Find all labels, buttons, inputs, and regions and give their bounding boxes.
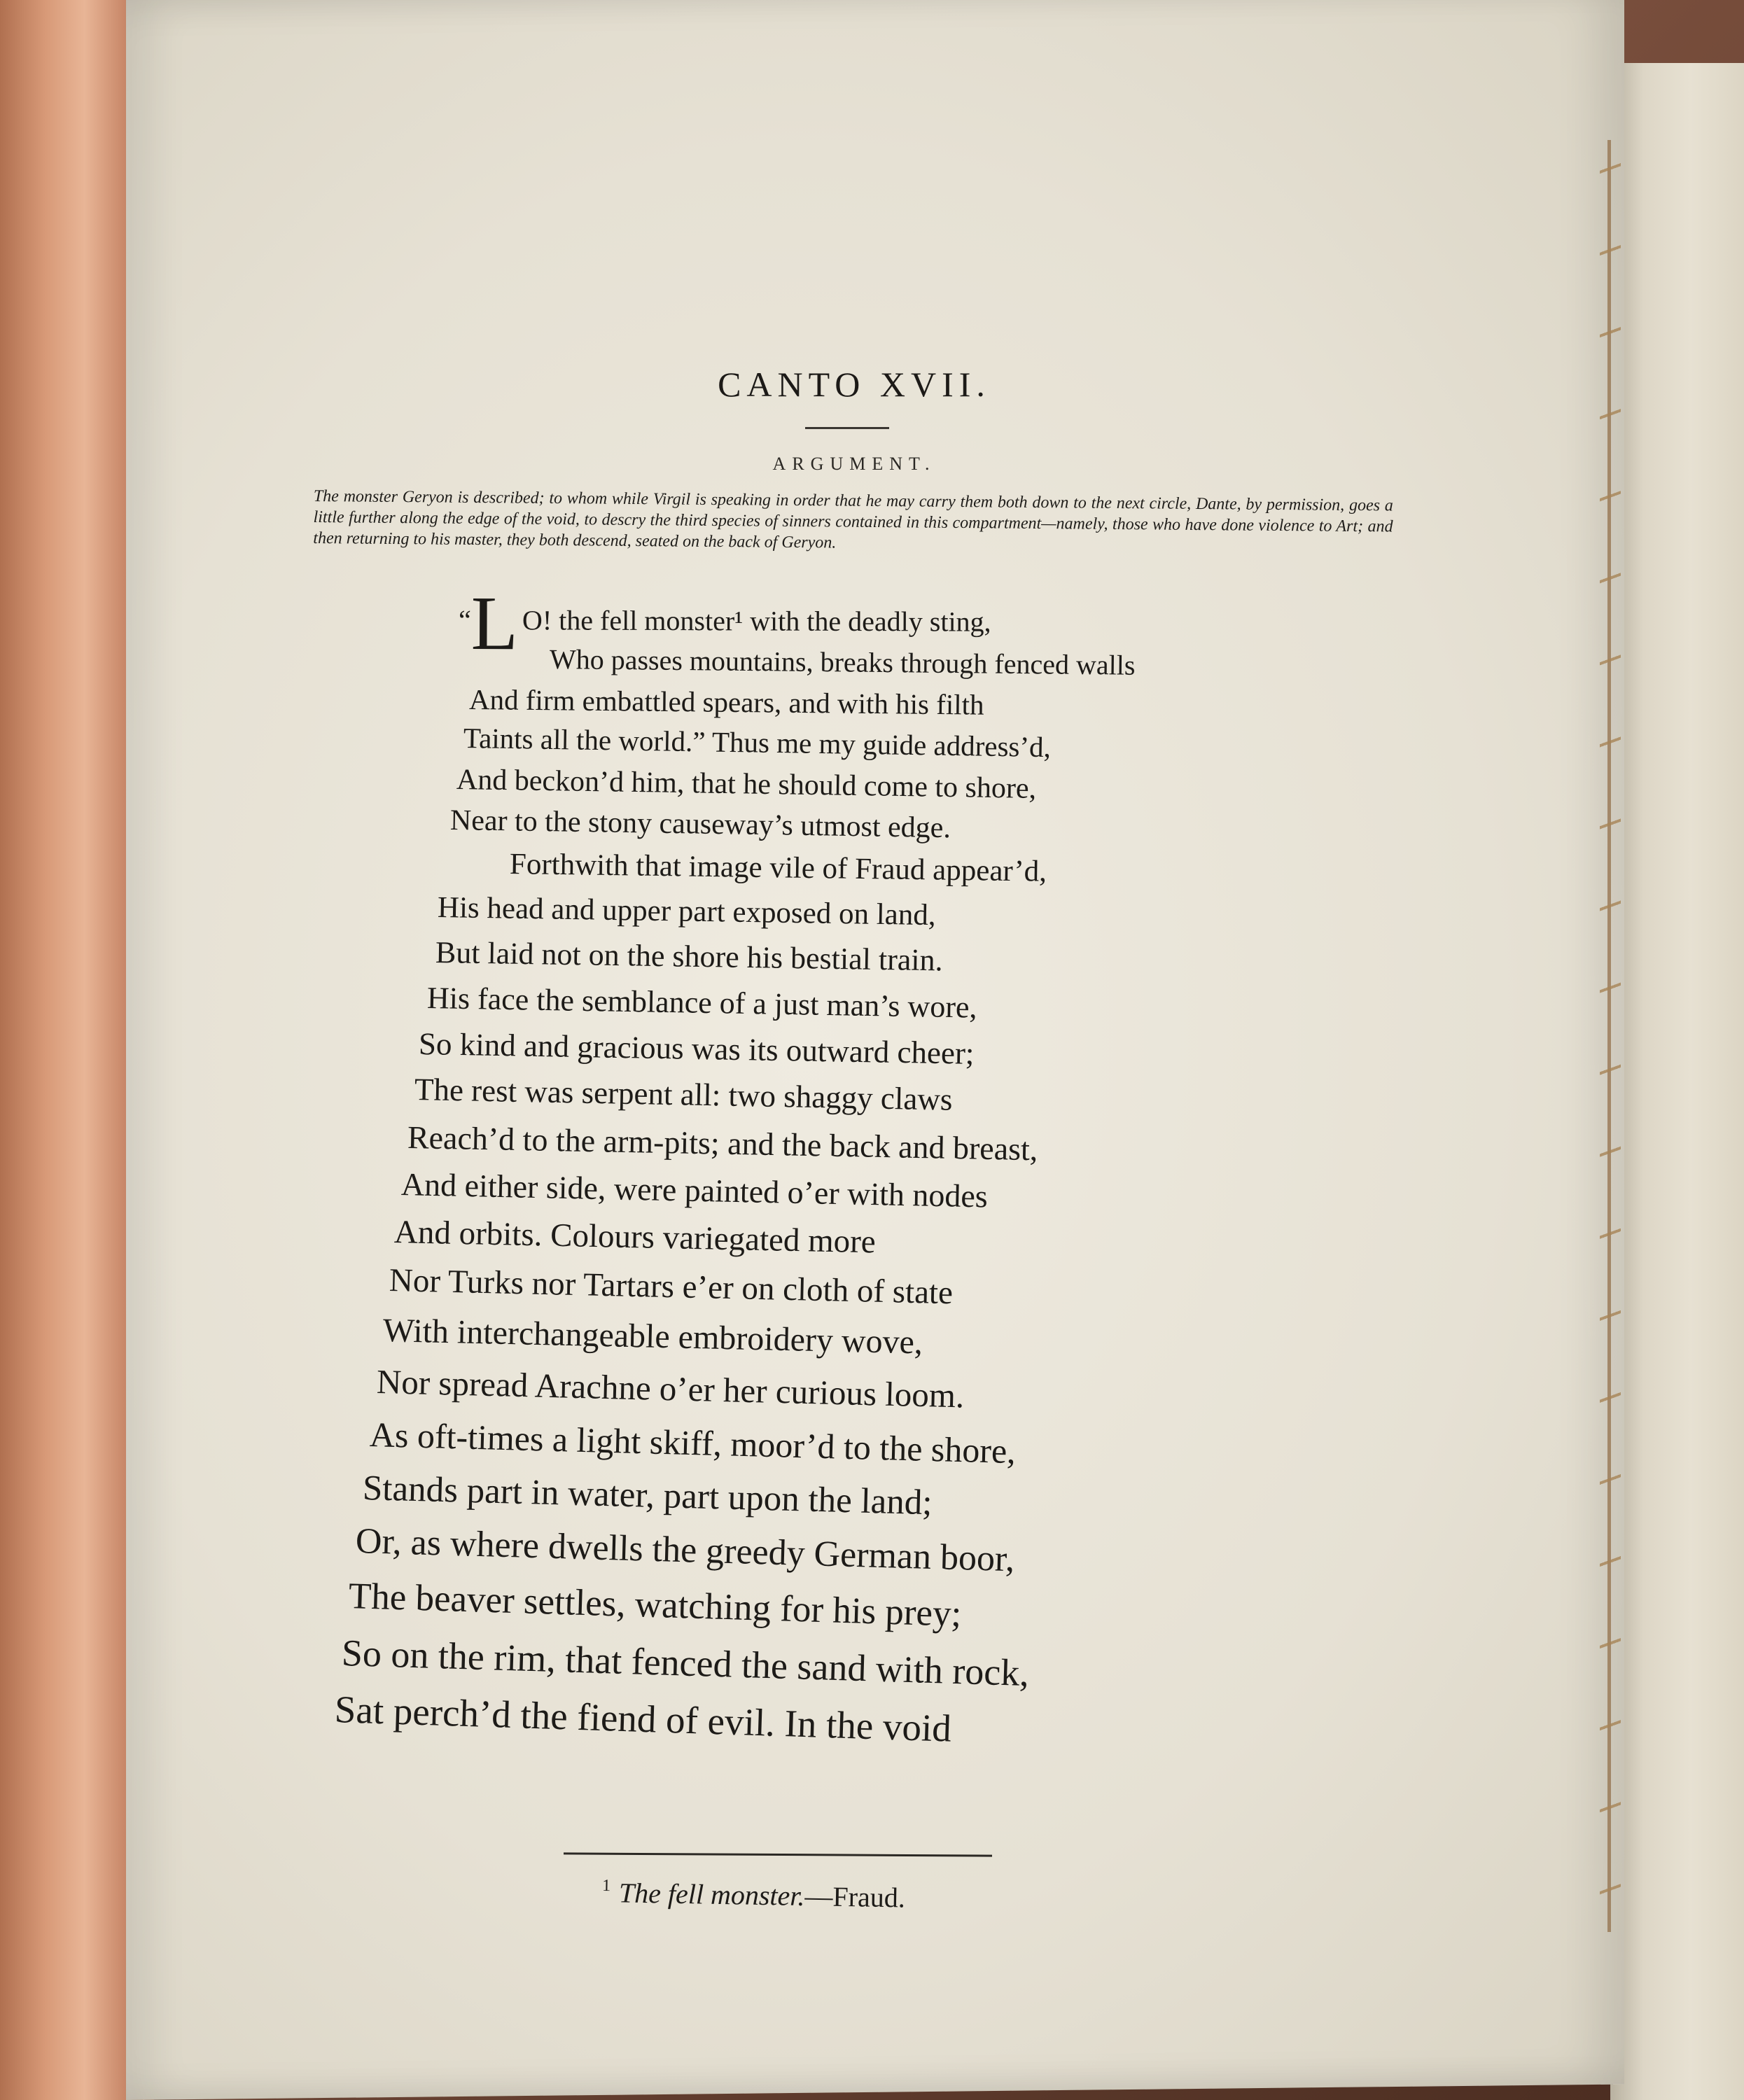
verse-line: The rest was serpent all: two shaggy claws [414,1072,953,1117]
verse-line: Or, as where dwells the greedy German boor, [355,1521,1016,1580]
verse-line: His face the semblance of a just man’s wore, [426,981,977,1025]
verse-line: And either side, were painted o’er with nodes [400,1166,989,1214]
verse-line: As oft-times a light skiff, moor’d to the shore, [369,1415,1017,1471]
verse-line: Reach’d to the arm-pits; and the back and breast, [407,1119,1038,1168]
verse-line: So kind and gracious was its outward cheer; [418,1026,975,1071]
verse-line: The beaver settles, watching for his prey; [348,1576,963,1634]
verse-line-text: O! the fell monster¹ with the deadly sting, [522,604,991,638]
verse-line: Sat perch’d the fiend of evil. In the void [334,1688,952,1750]
verse-line: With interchangeable embroidery wove, [382,1312,923,1362]
verse-line: Near to the stony causeway’s utmost edge. [449,804,951,845]
verse-line: Taints all the world.” Thus me my guide address’d, [463,722,1052,764]
verse-line: But laid not on the shore his bestial train. [435,935,943,978]
verse-line: Stands part in water, part upon the land; [362,1469,933,1523]
verse-line: His head and upper part exposed on land, [437,891,936,932]
verse-line: Nor Turks nor Tartars e’er on cloth of state [389,1262,954,1312]
footnote [602,1876,906,1914]
drop-cap: L [470,580,519,666]
canto-title: CANTO XVII. [718,365,991,404]
verse-line: Who passes mountains, breaks through fenced walls [549,643,1136,681]
drop-cap-quote: “ [458,604,471,636]
footnote-mark: 1 [601,1877,611,1896]
footnote-term: The fell monster. [618,1877,805,1912]
verse-line: And firm embattled spears, and with his filth [468,683,984,721]
verse-line: And orbits. Colours variegated more [393,1214,877,1261]
footnote-gloss: —Fraud. [804,1880,906,1914]
argument-text: The monster Geryon is described; to whom while Virgil is speaking in order that he may carry them both down to the next circle, Dante, by permission, goes a little further along the edge of the void, to descry the third species of sinners contained in this compartment—namely, those who have done violence to Art; and then returning to his master, they both descend, seated on the back of Geryon. [313,486,1393,552]
verse-line: Nor spread Arachne o’er her curious loom. [376,1362,965,1415]
verse-line: Forthwith that image vile of Fraud appear’d, [509,848,1047,888]
verse-line: And beckon’d him, that he should come to shore, [456,764,1037,806]
verse-line: So on the rim, that fenced the sand with rock, [341,1632,1030,1695]
argument-heading: ARGUMENT. [772,454,936,474]
verse-line [458,580,991,666]
